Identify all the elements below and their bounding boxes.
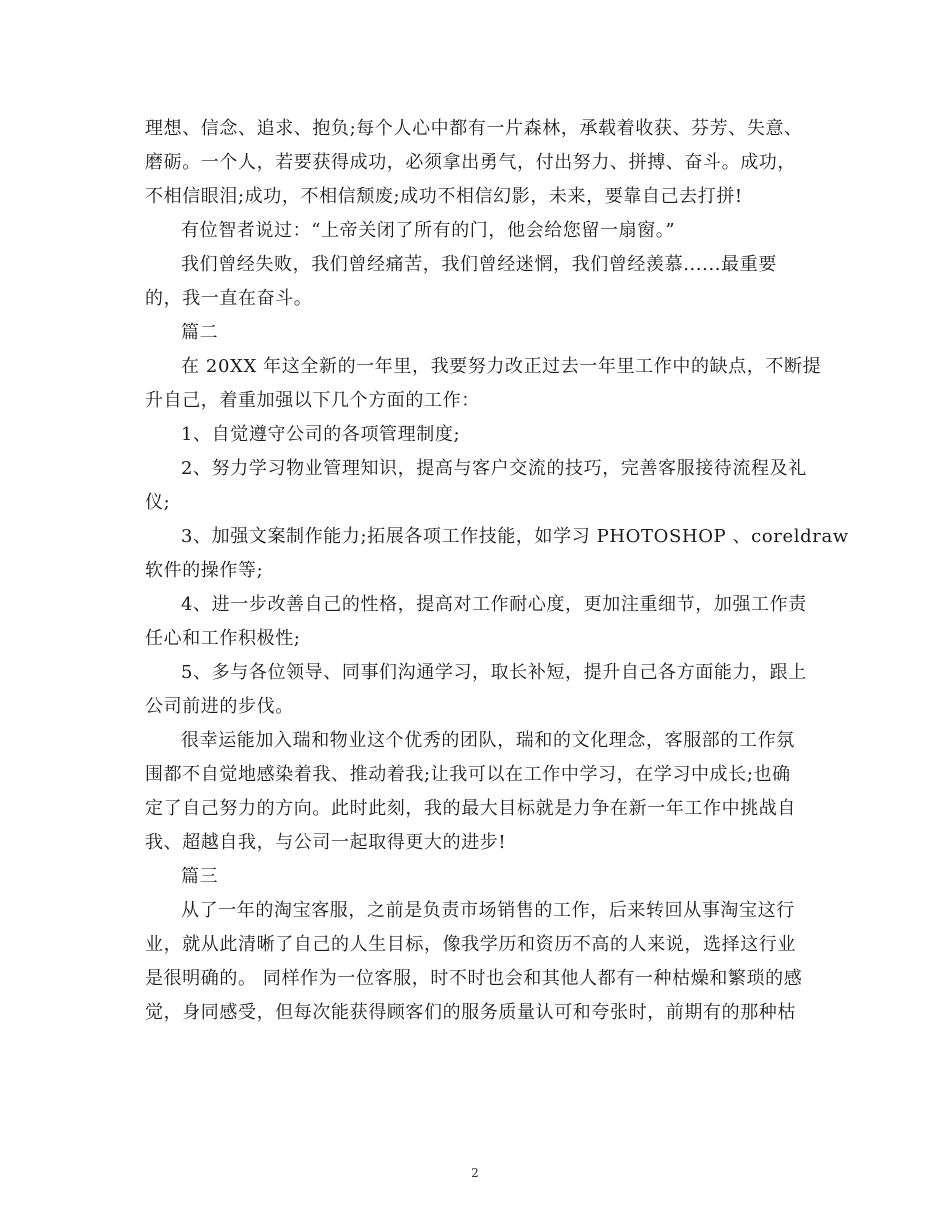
text-line: 3、加强文案制作能力;拓展各项工作技能，如学习 PHOTOSHOP 、coreldraw (181, 526, 849, 547)
text-line: 2、努力学习物业管理知识，提高与客户交流的技巧，完善客服接待流程及礼 (181, 458, 807, 479)
text-line: 在 20XX 年这全新的一年里，我要努力改正过去一年里工作中的缺点，不断提 (181, 356, 822, 377)
text-line: 业，就从此清晰了自己的人生目标，像我学历和资历不高的人来说，选择这行业 (145, 934, 796, 955)
text-line: 的，我一直在奋斗。 (145, 288, 313, 309)
document-body (145, 112, 849, 1030)
text-line: 有位智者说过：“上帝关闭了所有的门，他会给您留一扇窗。” (181, 220, 676, 241)
text-line: 是很明确的。 同样作为一位客服，时不时也会和其他人都有一种枯燥和繁琐的感 (145, 968, 803, 989)
text-line: 篇二 (181, 322, 219, 343)
text-line: 仪; (145, 492, 171, 513)
text-line: 我们曾经失败，我们曾经痛苦，我们曾经迷惘，我们曾经羡慕......最重要 (181, 254, 777, 275)
text-line: 磨砺。一个人，若要获得成功，必须拿出勇气，付出努力、拼搏、奋斗。成功， (145, 152, 796, 173)
text-line: 从了一年的淘宝客服，之前是负责市场销售的工作，后来转回从事淘宝这行 (181, 900, 795, 921)
text-line: 定了自己努力的方向。此时此刻，我的最大目标就是力争在新一年工作中挑战自 (145, 798, 796, 819)
text-line: 围都不自觉地感染着我、推动着我;让我可以在工作中学习，在学习中成长;也确 (145, 764, 791, 785)
text-line: 理想、信念、追求、抱负;每个人心中都有一片森林，承载着收获、芬芳、失意、 (145, 118, 803, 139)
text-line: 5、多与各位领导、同事们沟通学习，取长补短，提升自己各方面能力，跟上 (181, 662, 807, 683)
text-line: 4、进一步改善自己的性格，提高对工作耐心度，更加注重细节，加强工作责 (181, 594, 807, 615)
page-number: 2 (471, 1166, 479, 1180)
text-line: 很幸运能加入瑞和物业这个优秀的团队，瑞和的文化理念，客服部的工作氛 (181, 730, 795, 751)
text-line: 任心和工作积极性; (145, 628, 301, 649)
text-line: 软件的操作等; (145, 560, 264, 581)
text-line: 我、超越自我，与公司一起取得更大的进步! (145, 832, 507, 853)
text-line: 1、自觉遵守公司的各项管理制度; (181, 424, 461, 445)
text-line: 觉，身同感受，但每次能获得顾客们的服务质量认可和夸张时，前期有的那种枯 (145, 1002, 796, 1023)
text-line: 不相信眼泪;成功，不相信颓废;成功不相信幻影，未来，要靠自己去打拼! (145, 186, 743, 207)
text-line: 升自己，着重加强以下几个方面的工作： (145, 390, 480, 411)
text-line: 篇三 (181, 866, 219, 887)
text-line: 公司前进的步伐。 (145, 696, 294, 717)
